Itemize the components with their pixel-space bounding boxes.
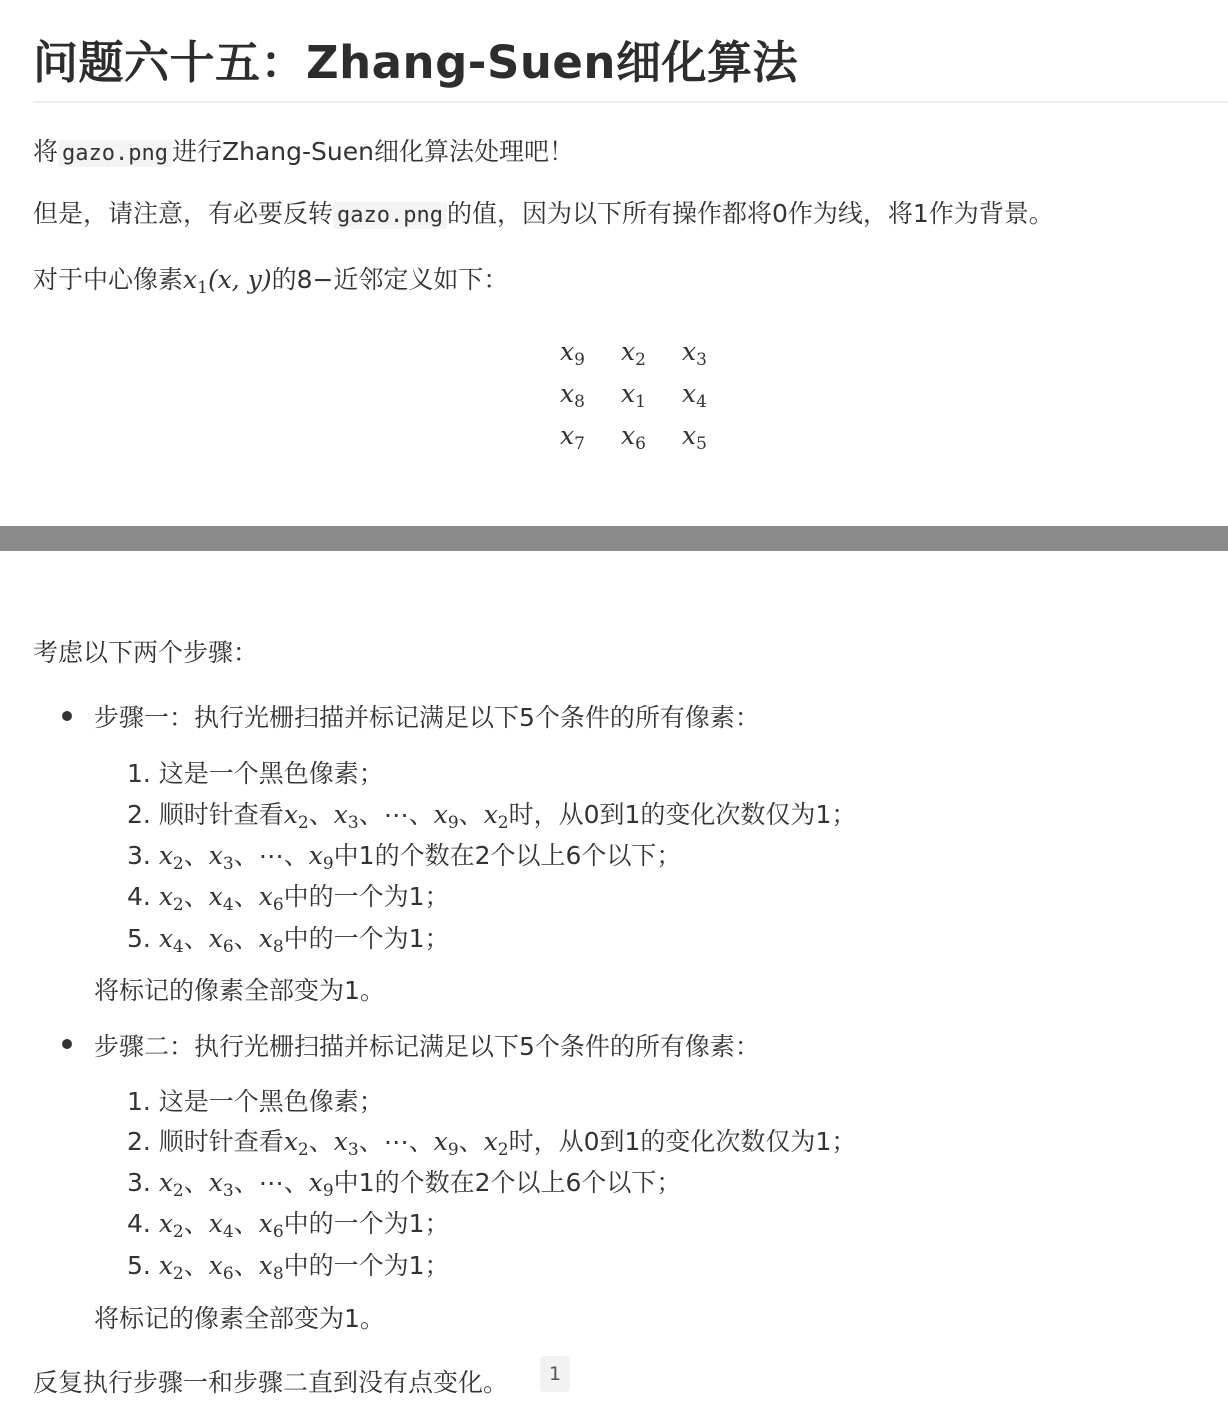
neighborhood-cell: $x_7$: [560, 420, 585, 454]
footnote-link[interactable]: 1: [540, 1356, 570, 1392]
intro-p1-prefix: 将: [33, 137, 59, 166]
neighborhood-row: [560, 414, 743, 456]
step2-item-4: 4. $x_2$、$x_4$、$x_6$中的一个为1；: [127, 1209, 450, 1242]
intro-p2-suffix: 的值，因为以下所有操作都将0作为线，将1作为背景。: [446, 199, 1054, 228]
step1-item-2-prefix: 2. 顺时针查看: [127, 800, 284, 829]
center-pixel-math: $x_1$: [183, 265, 208, 298]
step1-item-5: 5. $x_4$、$x_6$、$x_8$中的一个为1；: [127, 924, 450, 957]
intro-p3-suffix: 的8−近邻定义如下：: [271, 265, 509, 294]
steps-intro: 考虑以下两个步骤：: [33, 638, 259, 667]
step1-item-3-suffix: 中1的个数在2个以上6个以下；: [333, 841, 682, 870]
filename-code-2: gazo.png: [333, 202, 447, 229]
filename-code: gazo.png: [58, 140, 172, 167]
bottom-section: [0, 551, 1228, 1428]
step1-item-1: 1. 这是一个黑色像素；: [127, 759, 384, 788]
intro-paragraph-3: [33, 264, 508, 297]
step1-item-5-suffix: 中的一个为1；: [283, 924, 450, 953]
step1-item-4: 4. $x_2$、$x_4$、$x_6$中的一个为1；: [127, 882, 450, 915]
step1-item-3: 3. $x_2$、$x_3$、⋯、$x_9$中1的个数在2个以上6个以下；: [127, 841, 682, 874]
neighborhood-cell: $x_4$: [682, 378, 707, 412]
intro-paragraph-1: [33, 136, 574, 169]
bullet-step1: [62, 711, 72, 721]
intro-p1-suffix: 进行Zhang-Suen细化算法处理吧！: [171, 137, 574, 166]
step2-result: 将标记的像素全部变为1。: [94, 1304, 385, 1333]
step1-heading: 步骤一：执行光栅扫描并标记满足以下5个条件的所有像素：: [94, 703, 760, 732]
neighborhood-cell: $x_8$: [560, 378, 585, 412]
page-title: 问题六十五：Zhang-Suen细化算法: [33, 36, 798, 89]
step1-result: 将标记的像素全部变为1。: [94, 976, 385, 1005]
title-rule: [33, 101, 1228, 103]
step2-item-2: 2. 顺时针查看$x_2$、$x_3$、⋯、$x_9$、$x_2$时，从0到1的变化次数仅为1；: [127, 1127, 857, 1160]
center-pixel-coords: (x, y): [207, 265, 272, 294]
step1-item-4-suffix: 中的一个为1；: [283, 882, 450, 911]
step2-item-2-suffix: 时，从0到1的变化次数仅为1；: [508, 1127, 857, 1156]
step2-item-3: 3. $x_2$、$x_3$、⋯、$x_9$中1的个数在2个以上6个以下；: [127, 1168, 682, 1201]
section-divider: [0, 526, 1228, 551]
neighborhood-row: [560, 372, 743, 414]
intro-p2-prefix: 但是，请注意，有必要反转: [33, 199, 334, 228]
neighborhood-matrix: [560, 330, 743, 456]
step2-item-4-suffix: 中的一个为1；: [283, 1209, 450, 1238]
neighborhood-row: [560, 330, 743, 372]
step2-item-2-prefix: 2. 顺时针查看: [127, 1127, 284, 1156]
neighborhood-cell: $x_9$: [560, 336, 585, 370]
neighborhood-cell: $x_1$: [621, 378, 646, 412]
neighborhood-cell: $x_6$: [621, 420, 646, 454]
neighborhood-cell: $x_2$: [621, 336, 646, 370]
step2-item-5-suffix: 中的一个为1；: [283, 1251, 450, 1280]
neighborhood-cell: $x_5$: [682, 420, 707, 454]
step2-heading: 步骤二：执行光栅扫描并标记满足以下5个条件的所有像素：: [94, 1032, 760, 1061]
step1-item-2-suffix: 时，从0到1的变化次数仅为1；: [508, 800, 857, 829]
intro-paragraph-2: [33, 198, 1054, 231]
top-section: [0, 0, 1228, 525]
step1-item-2: 2. 顺时针查看$x_2$、$x_3$、⋯、$x_9$、$x_2$时，从0到1的变化次数仅为1；: [127, 800, 857, 833]
step2-item-3-suffix: 中1的个数在2个以上6个以下；: [333, 1168, 682, 1197]
step2-item-5: 5. $x_2$、$x_6$、$x_8$中的一个为1；: [127, 1251, 450, 1284]
neighborhood-cell: $x_3$: [682, 336, 707, 370]
conclusion: 反复执行步骤一和步骤二直到没有点变化。: [33, 1368, 509, 1397]
step2-item-1: 1. 这是一个黑色像素；: [127, 1087, 384, 1116]
bullet-step2: [62, 1039, 72, 1049]
intro-p3-prefix: 对于中心像素: [33, 265, 184, 294]
